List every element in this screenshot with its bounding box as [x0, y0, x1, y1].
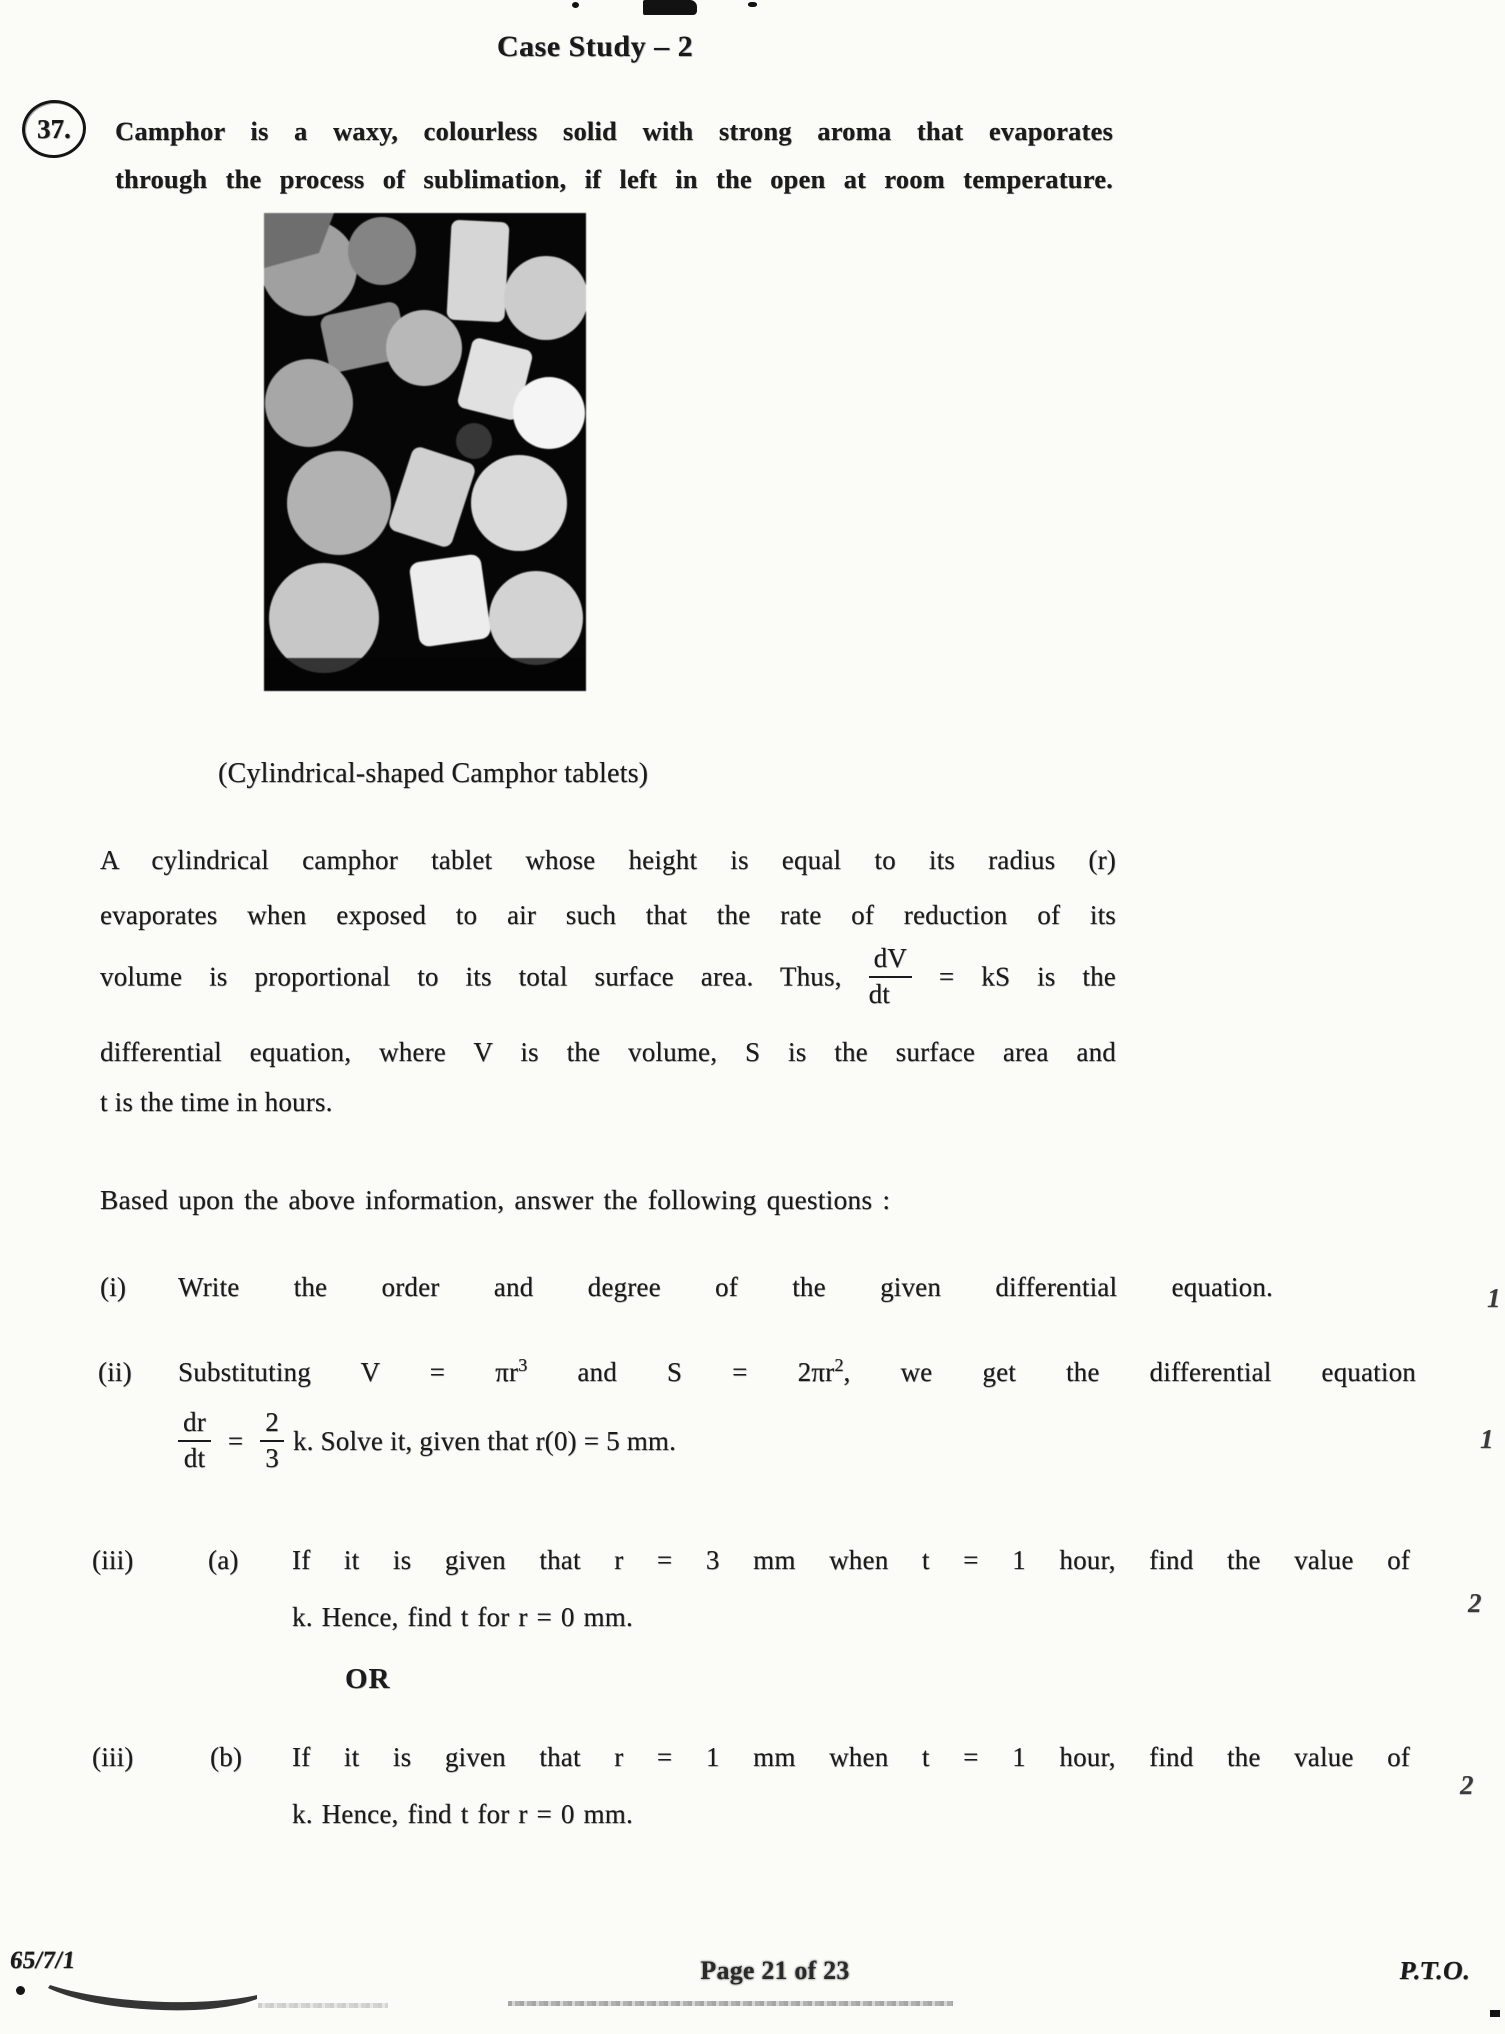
question-intro-line1: Camphor is a waxy, colourless solid with strong aroma that evaporates	[115, 116, 1113, 146]
fraction-denominator: dt	[183, 1442, 206, 1473]
q2-equation-line	[178, 1407, 1278, 1475]
scan-artifact	[572, 2, 579, 8]
q2-line1	[178, 1355, 1416, 1392]
q1-text: Write the order and degree of the given differential equation.	[178, 1272, 1273, 1302]
questions-prompt: Based upon the above information, answer the following questions :	[100, 1184, 891, 1215]
figure-caption: (Cylindrical-shaped Camphor tablets)	[218, 758, 649, 789]
scan-artifact	[258, 2003, 388, 2008]
q3a-label: (iii)	[92, 1545, 134, 1575]
fraction-numerator: dr	[178, 1409, 211, 1442]
q2-line2-text: k. Solve it, given that r(0) = 5 mm.	[292, 1425, 677, 1456]
section-title: Case Study – 2	[496, 30, 694, 63]
footer-paper-code: 65/7/1	[8, 1947, 77, 1974]
q2-marks: 1	[1480, 1424, 1494, 1454]
q3b-label: (iii)	[92, 1742, 134, 1772]
question-number: 37.	[37, 113, 71, 144]
camphor-tablets-photo	[264, 213, 586, 691]
two-thirds-fraction	[260, 1409, 284, 1472]
q2-exponent-2: 2	[834, 1354, 844, 1375]
scan-artifact	[45, 1985, 260, 2015]
dr-dt-fraction	[178, 1409, 211, 1472]
q1-marks: 1	[1487, 1283, 1501, 1313]
scan-artifact	[1490, 2010, 1500, 2017]
q2-line1-part1: Substituting V = πr	[178, 1357, 519, 1387]
paragraph-line4: differential equation, where V is the volume, S is the surface area and	[100, 1037, 1116, 1067]
q3b-line1: If it is given that r = 1 mm when t = 1 hour, find the value of	[292, 1742, 1410, 1772]
fraction-denominator: 3	[265, 1442, 279, 1473]
fraction-numerator: 2	[260, 1409, 284, 1442]
scan-artifact	[508, 2001, 953, 2006]
dv-dt-fraction	[869, 945, 912, 1008]
paragraph-line3-after: = kS is the	[938, 961, 1116, 992]
footer-page-number: Page 21 of 23	[700, 1956, 850, 1985]
or-divider: OR	[345, 1663, 391, 1695]
q2-exponent-3: 3	[518, 1354, 528, 1375]
fraction-denominator: dt	[868, 978, 890, 1009]
paragraph-line3-before: volume is proportional to its total surface area. Thus,	[100, 961, 842, 992]
paragraph-line2: evaporates when exposed to air such that the rate of reduction of its	[100, 900, 1116, 930]
paragraph-line5: t is the time in hours.	[100, 1087, 333, 1117]
q1-label: (i)	[100, 1272, 127, 1302]
scan-artifact	[16, 1986, 25, 1995]
q3b-marks: 2	[1460, 1770, 1474, 1800]
fraction-numerator: dV	[869, 945, 912, 978]
q3a-line2: k. Hence, find t for r = 0 mm.	[292, 1602, 633, 1632]
q3a-marks: 2	[1468, 1588, 1482, 1618]
scan-artifact	[748, 2, 757, 7]
paragraph-line1: A cylindrical camphor tablet whose height is equal to its radius (r)	[100, 845, 1116, 875]
question-number-circle	[19, 97, 89, 161]
q3b-line2: k. Hence, find t for r = 0 mm.	[292, 1799, 633, 1829]
q2-label: (ii)	[98, 1357, 132, 1387]
question-intro-line2: through the process of sublimation, if left in the open at room temperature.	[115, 164, 1113, 194]
q3b-sub-label: (b)	[210, 1742, 243, 1772]
q3a-sub-label: (a)	[208, 1545, 239, 1575]
equals-sign: =	[227, 1425, 244, 1456]
paragraph-line3	[100, 943, 1116, 1011]
q3a-line1: If it is given that r = 3 mm when t = 1 hour, find the value of	[292, 1545, 1410, 1575]
footer-pto: P.T.O.	[1398, 1956, 1472, 1985]
scan-artifact	[643, 0, 697, 15]
q2-line1-part3: , we get the differential equation	[843, 1357, 1416, 1387]
q2-line1-part2: and S = 2πr	[527, 1357, 835, 1387]
